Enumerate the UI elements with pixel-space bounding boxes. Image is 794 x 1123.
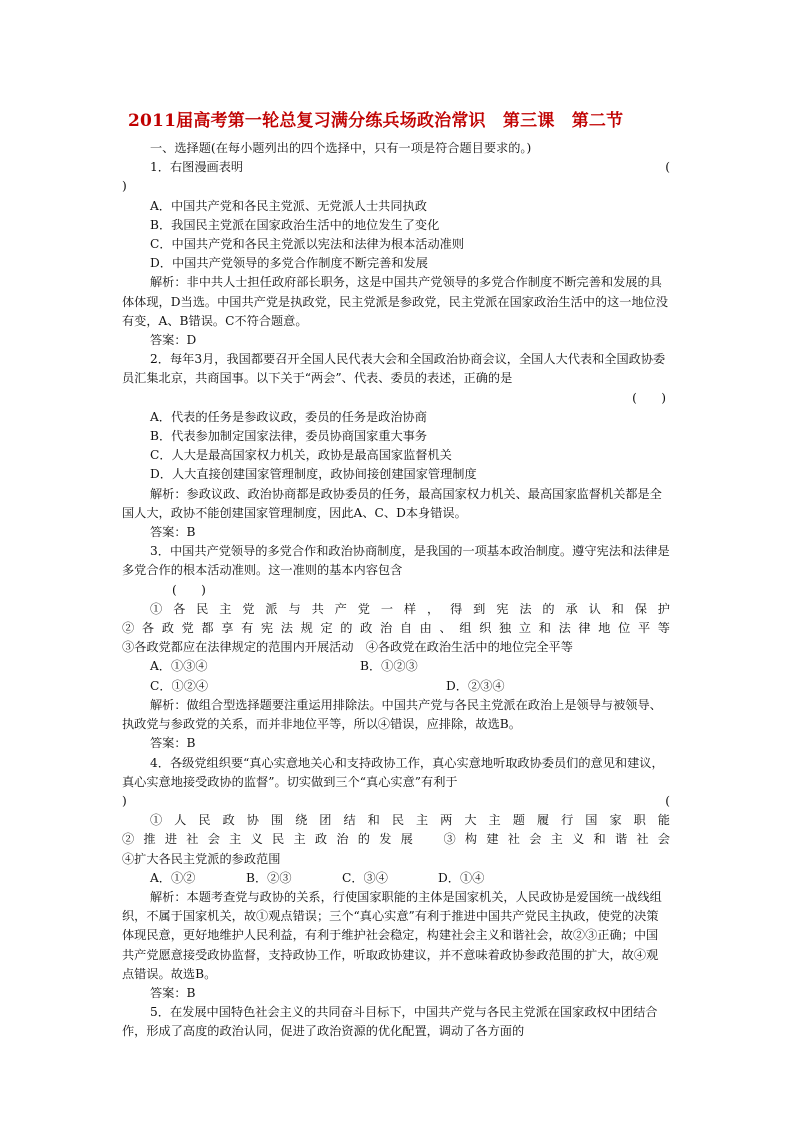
- question-4-option-a: A．①②: [150, 870, 196, 885]
- question-2-stem: 2．每年3月，我国都要召开全国人民代表大会和全国政治协商会议，全国人大代表和全国政协委员汇集北京，共商国事。以下关于“两会”、代表、委员的表述，正确的是: [122, 352, 666, 386]
- question-2-analysis: 解析：参政议政、政治协商都是政协委员的任务，最高国家权力机关、最高国家监督机关都是全国人大，政协不能创建国家管理制度，因此A、C、D本身错误。: [122, 486, 662, 520]
- question-3-answer: 答案：B: [150, 736, 196, 751]
- question-1-option-c: C．中国共产党和各民主党派以宪法和法律为根本活动准则: [150, 237, 465, 252]
- question-3-option-a: A．①③④: [150, 659, 208, 674]
- question-5: [122, 1003, 670, 1041]
- question-1-paren-close: ): [122, 179, 127, 194]
- question-4-item-2-3: ②推进社会主义民主政治的发展 ③构建社会主义和谐社会: [122, 832, 670, 847]
- question-4-answer: 答案：B: [150, 985, 196, 1000]
- question-1-analysis: 解析：非中共人士担任政府部长职务，这是中国共产党领导的多党合作制度不断完善和发展的具体体现，D当选。中国共产党是执政党，民主党派是参政党，民主党派在国家政治生活中的这一地位没有变，A、B错误。C不符合题意。: [122, 275, 669, 328]
- question-3-item-3-4: ③各政党都应在法律规定的范围内开展活动 ④各政党在政治生活中的地位完全平等: [122, 640, 573, 655]
- question-2-option-a: A．代表的任务是参政议政，委员的任务是政治协商: [150, 409, 427, 424]
- question-4-item-1: ①人民政协围绕团结和民主两大主题履行国家职能: [150, 813, 670, 828]
- question-3-analysis: 解析：做组合型选择题要注重运用排除法。中国共产党与各民主党派在政治上是领导与被领导、执政党与参政党的关系，而并非地位平等，所以④错误，应排除，故选B。: [122, 697, 662, 732]
- question-4-option-b: B．②③: [246, 870, 292, 885]
- question-2-option-c: C．人大是最高国家权力机关，政协是最高国家监督机关: [150, 448, 452, 463]
- question-1-stem: 1．右图漫画表明: [150, 160, 244, 175]
- question-1-option-a: A．中国共产党和各民主党派、无党派人士共同执政: [150, 198, 427, 213]
- question-3-option-b: B．①②③: [360, 659, 418, 674]
- question-3-option-d: D．②③④: [446, 678, 505, 693]
- document-body: [122, 139, 670, 1042]
- question-2-option-b: B．代表参加制定国家法律，委员协商国家重大事务: [150, 429, 428, 444]
- question-2-option-d: D．人大直接创建国家管理制度，政协间接创建国家管理制度: [150, 467, 477, 482]
- question-4-paren-open: (: [665, 793, 670, 808]
- question-4-paren-close: ): [122, 793, 127, 808]
- question-4: [122, 754, 670, 1004]
- question-3-stem: 3．中国共产党领导的多党合作和政治协商制度，是我国的一项基本政治制度。遵守宪法和法律是多党合作的根本活动准则。这一准则的基本内容包含: [122, 544, 670, 578]
- question-3-item-2: ②各政党都享有宪法规定的政治自由、组织独立和法律地位平等: [122, 621, 670, 636]
- section-instruction: 一、选择题(在每小题列出的四个选择中，只有一项是符合题目要求的。): [150, 141, 532, 155]
- question-3-option-c: C．①②④: [150, 678, 209, 693]
- question-1-option-d: D．中国共产党领导的多党合作制度不断完善和发展: [150, 256, 428, 271]
- document-title: 2011届高考第一轮总复习满分练兵场政治常识 第三课 第二节: [128, 111, 624, 131]
- question-4-option-c: C．③④: [342, 870, 388, 885]
- question-3: [122, 542, 670, 753]
- question-1: [122, 158, 670, 350]
- question-1-paren-open: (: [665, 160, 670, 175]
- question-4-option-d: D．①④: [438, 870, 485, 885]
- question-4-item-4: ④扩大各民主党派的参政范围: [122, 851, 281, 866]
- question-3-item-1: ①各民主党派与共产党一样，得到宪法的承认和保护: [150, 601, 670, 616]
- question-5-stem: 5．在发展中国特色社会主义的共同奋斗目标下，中国共产党与各民主党派在国家政权中团结合作，形成了高度的政治认同，促进了政治资源的优化配置，调动了各方面的: [122, 1005, 658, 1039]
- question-2-paren: ( ): [632, 390, 666, 405]
- question-3-paren: ( ): [172, 582, 206, 597]
- question-1-option-b: B．我国民主党派在国家政治生活中的地位发生了变化: [150, 217, 440, 232]
- question-2: [122, 350, 670, 542]
- question-4-analysis: 解析：本题考查党与政协的关系，行使国家职能的主体是国家机关，人民政协是爱国统一战线组织，不属于国家机关，故①观点错误；三个“真心实意”有利于推进中国共产党民主执政，使党的决策体现民意，更好地维护人民利益，有利于维护社会稳定，构建社会主义和谐社会，故②③正确；中国共产党愿意接受政协监督，支持政协工作，听取政协建议，并不意味着政协参政范围的扩大，故④观点错误。故选B。: [122, 889, 662, 981]
- question-4-stem: 4．各级党组织要“真心实意地关心和支持政协工作，真心实意地听取政协委员们的意见和建议，真心实意地接受政协的监督”。切实做到三个“真心实意”有利于: [122, 755, 664, 789]
- question-1-answer: 答案：D: [150, 333, 197, 348]
- question-2-answer: 答案：B: [150, 525, 196, 540]
